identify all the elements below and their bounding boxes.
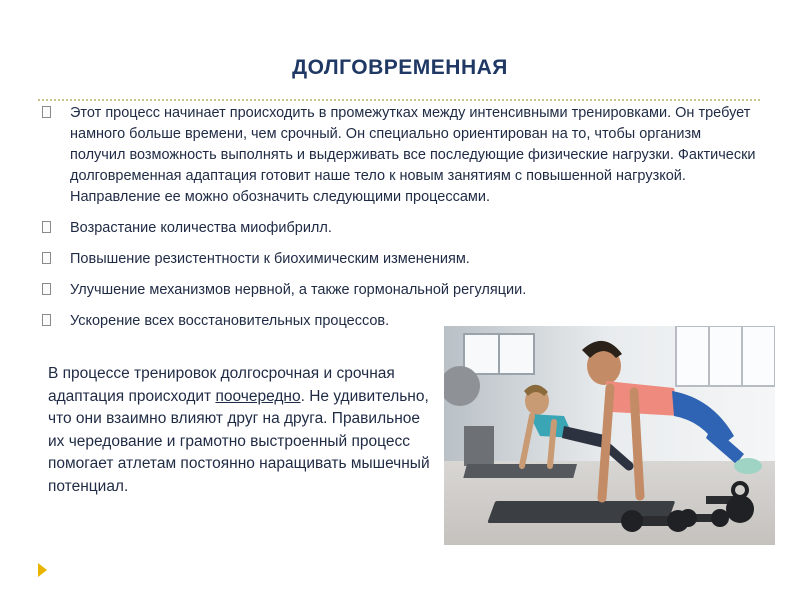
fitness-photo: [444, 326, 775, 545]
summary-text-underlined: поочередно: [215, 387, 301, 405]
bullet-text: Повышение резистентности к биохимическим изменениям.: [70, 251, 470, 267]
bullet-item: [40, 249, 760, 270]
bullet-box-icon: [42, 106, 51, 118]
title-divider: [38, 99, 760, 101]
bullet-box-icon: [42, 283, 51, 295]
bullet-list: [40, 103, 760, 342]
summary-text-end: . Не удивительно, что они взаимно влияют друг на друга. Правильное их чередование и грамотно выстроенный процесс помогает атлетам постоянно наращивать мышечный потенциал.: [48, 387, 430, 495]
bullet-item: [40, 280, 760, 301]
slide-title: ДОЛГОВРЕМЕННАЯ: [292, 56, 508, 79]
bullet-box-icon: [42, 252, 51, 264]
bullet-text: Этот процесс начинает происходить в промежутках между интенсивными тренировками. Он требует намного больше времени, чем срочный. Он специально ориентирован на то, чтобы организм получил возможность выполнять и выдерживать все последующие физические нагрузки. Фактически долговременная адаптация готовит наше тело к новым занятиям с повышенной нагрузкой. Направление ее можно обозначить следующими процессами.: [70, 105, 756, 205]
next-arrow-icon[interactable]: [38, 563, 47, 577]
summary-text-start: В процессе тренировок долгосрочная и срочная адаптация происходит: [48, 365, 395, 405]
bullet-text: Улучшение механизмов нервной, а также гормональной регуляции.: [70, 282, 527, 298]
bullet-text: Возрастание количества миофибрилл.: [70, 220, 332, 236]
summary-paragraph: [48, 363, 440, 498]
bullet-box-icon: [42, 221, 51, 233]
bullet-item: [40, 218, 760, 239]
bullet-box-icon: [42, 314, 51, 326]
bullet-text: Ускорение всех восстановительных процессов.: [70, 313, 390, 329]
bullet-item: [40, 103, 760, 208]
